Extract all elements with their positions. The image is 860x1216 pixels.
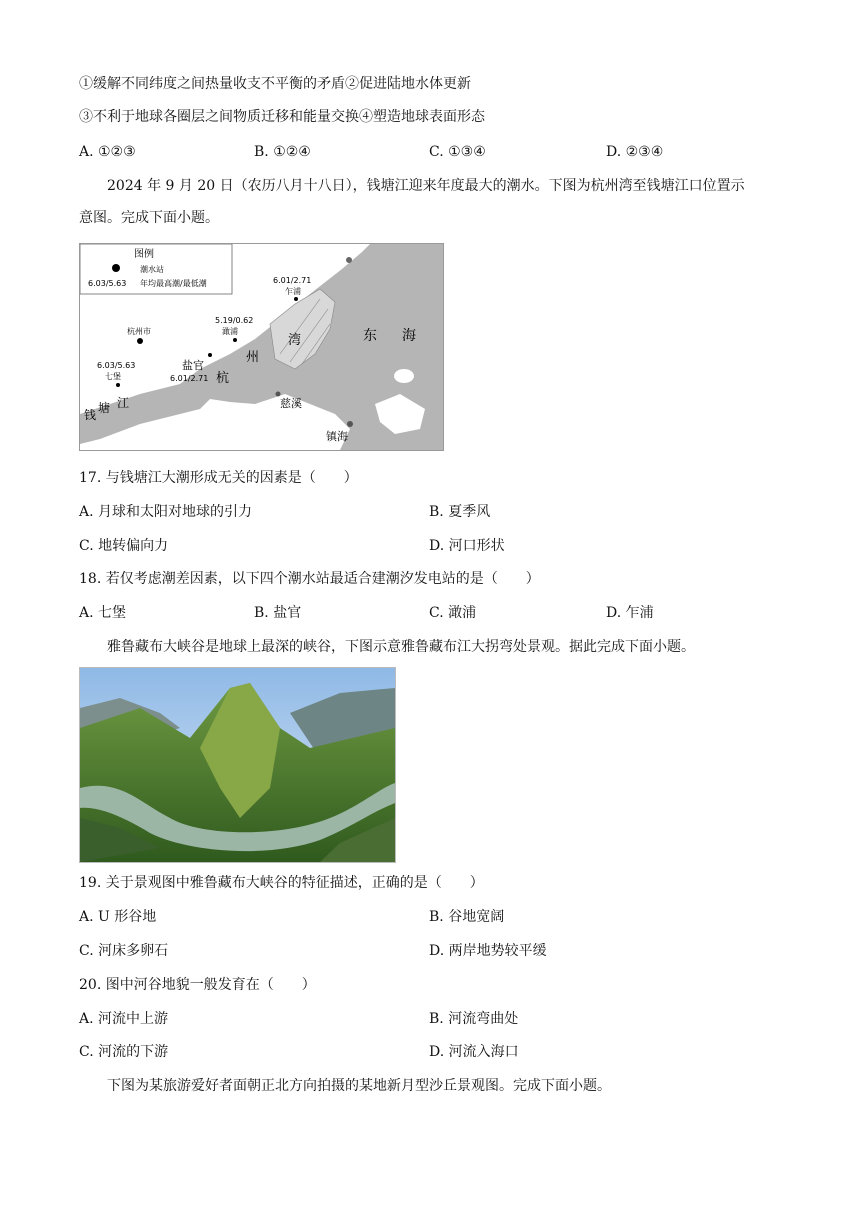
river-char-qian: 钱 xyxy=(84,408,97,422)
q16-option-b: B. ①②④ xyxy=(254,144,311,160)
q18-option-d: D. 乍浦 xyxy=(606,605,654,621)
q16-option-c: C. ①③④ xyxy=(429,144,486,160)
yanguan-label: 盐官 xyxy=(182,359,204,372)
passage-dune: 下图为某旅游爱好者面朝正北方向拍摄的某地新月型沙丘景观图。完成下面小题。 xyxy=(107,1078,611,1094)
hangzhou-bay-map xyxy=(79,243,444,451)
q17-option-b: B. 夏季风 xyxy=(429,504,491,520)
q20-option-c: C. 河流的下游 xyxy=(79,1044,169,1060)
q19-option-a: A. U 形谷地 xyxy=(79,909,157,925)
zhapu-label: 乍浦 xyxy=(285,287,301,296)
north-dot xyxy=(346,257,352,263)
q19-option-d: D. 两岸地势较平缓 xyxy=(429,943,547,959)
q19-option-b: B. 谷地宽阔 xyxy=(429,909,505,925)
q16-option-a: A. ①②③ xyxy=(79,144,136,160)
cixi-dot xyxy=(276,392,281,397)
q20-option-d: D. 河流入海口 xyxy=(429,1044,519,1060)
q18-stem: 18. 若仅考虑潮差因素，以下四个潮水站最适合建潮汐发电站的是（ ） xyxy=(79,571,540,587)
q18-option-c: C. 澉浦 xyxy=(429,605,477,621)
q20-option-a: A. 河流中上游 xyxy=(79,1011,169,1027)
yanguan-value: 6.01/2.71 xyxy=(170,374,209,383)
river-char-tang: 塘 xyxy=(98,401,111,415)
q17-stem: 17. 与钱塘江大潮形成无关的因素是（ ） xyxy=(79,470,358,486)
island-1 xyxy=(394,369,414,383)
q19-option-c: C. 河床多卵石 xyxy=(79,943,169,959)
legend-title: 图例 xyxy=(134,249,154,260)
river-char-jiang: 江 xyxy=(117,396,130,410)
q18-option-b: B. 盐官 xyxy=(254,605,302,621)
ganpu-value: 5.19/0.62 xyxy=(215,316,254,325)
legend-sample: 6.03/5.63 xyxy=(88,279,127,288)
canyon-photo xyxy=(79,667,396,863)
sea-char-dong: 东 xyxy=(363,328,377,344)
zhapu-station xyxy=(294,297,298,301)
ganpu-label: 澉浦 xyxy=(222,327,238,336)
q16-option-d: D. ②③④ xyxy=(606,144,664,160)
legend-desc: 年均最高潮/最低潮 xyxy=(140,279,207,288)
passage-canyon: 雅鲁藏布大峡谷是地球上最深的峡谷，下图示意雅鲁藏布江大拐弯处景观。据此完成下面小题。 xyxy=(107,639,695,655)
hangzhou-city xyxy=(137,338,143,344)
ganpu-station xyxy=(233,338,237,342)
zhenhai-dot xyxy=(347,421,353,427)
legend-station-dot xyxy=(112,264,120,272)
bay-char-zhou: 州 xyxy=(246,350,260,365)
bay-char-hang: 杭 xyxy=(216,371,230,386)
statement-line-2: ③不利于地球各圈层之间物质迁移和能量交换④塑造地球表面形态 xyxy=(79,109,485,125)
q19-stem: 19. 关于景观图中雅鲁藏布大峡谷的特征描述，正确的是（ ） xyxy=(79,875,484,891)
q20-stem: 20. 图中河谷地貌一般发育在（ ） xyxy=(79,977,316,993)
zhapu-value: 6.01/2.71 xyxy=(273,276,312,285)
q20-option-b: B. 河流弯曲处 xyxy=(429,1011,519,1027)
cixi-label: 慈溪 xyxy=(280,397,302,410)
bay-char-wan: 湾 xyxy=(288,333,302,348)
passage-qiantang-line-2: 意图。完成下面小题。 xyxy=(79,210,219,226)
qibao-station xyxy=(116,383,120,387)
q17-option-a: A. 月球和太阳对地球的引力 xyxy=(79,504,253,520)
statement-line-1: ①缓解不同纬度之间热量收支不平衡的矛盾②促进陆地水体更新 xyxy=(79,76,471,92)
passage-qiantang-line-1: 2024 年 9 月 20 日（农历八月十八日），钱塘江迎来年度最大的潮水。下图为杭州湾至钱塘江口位置示 xyxy=(107,178,745,194)
qibao-label: 七堡 xyxy=(105,372,121,381)
legend-station: 潮水站 xyxy=(140,265,164,274)
yanguan-station xyxy=(208,353,212,357)
q18-option-a: A. 七堡 xyxy=(79,605,127,621)
q17-option-c: C. 地转偏向力 xyxy=(79,538,169,554)
zhenhai-label: 镇海 xyxy=(326,430,348,443)
sea-char-hai: 海 xyxy=(402,328,416,344)
hangzhou-label: 杭州市 xyxy=(127,327,151,336)
q17-option-d: D. 河口形状 xyxy=(429,538,505,554)
qibao-value: 6.03/5.63 xyxy=(97,361,136,370)
